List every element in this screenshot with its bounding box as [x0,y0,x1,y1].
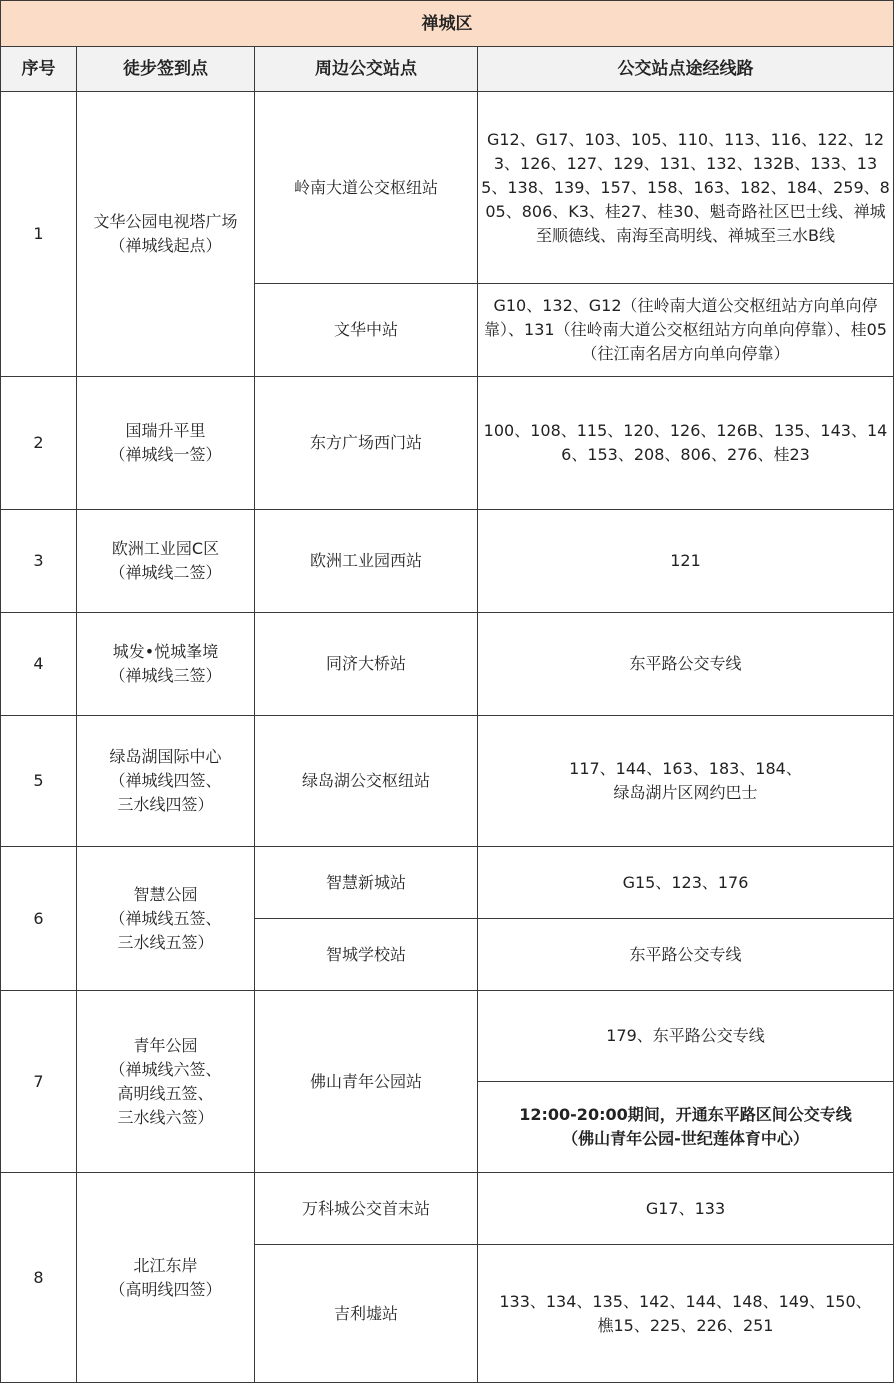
bus-service-note [478,1082,894,1173]
bus-lines: G12、G17、103、105、110、113、116、122、123、126、127、129、131、132、132B、133、135、138、139、157、158、163、182、184、259、805、806、K3、桂27、桂30、魁奇路社区巴士线、禅城至顺德线、南海至高明线、禅城至三水B线 [478,92,894,284]
checkin-point [77,377,255,510]
table-row [1,92,894,284]
checkin-point-note: （禅城线二签） [109,563,222,582]
row-number: 4 [1,613,77,716]
bus-stop-name: 佛山青年公园站 [255,991,478,1173]
bus-lines: 东平路公交专线 [478,613,894,716]
row-number: 7 [1,991,77,1173]
checkin-point-note: 高明线五签、 [117,1083,214,1103]
header-checkin-point: 徒步签到点 [77,47,255,92]
table-title: 禅城区 [1,1,894,47]
bus-lines: 179、东平路公交专线 [478,991,894,1082]
bus-stop-name: 岭南大道公交枢纽站 [255,92,478,284]
bus-lines-text: 133、134、135、142、144、148、149、150、 [499,1291,872,1311]
checkin-point-note: （禅城线四签、 [109,771,222,790]
bus-stop-name: 万科城公交首末站 [255,1173,478,1245]
checkin-point-name: 青年公园 [133,1035,198,1055]
bus-lines [478,716,894,847]
bus-lines: G17、133 [478,1173,894,1245]
checkin-point [77,991,255,1173]
bus-lines: G15、123、176 [478,847,894,919]
row-number: 6 [1,847,77,991]
checkin-point [77,1173,255,1383]
checkin-point [77,613,255,716]
row-number: 2 [1,377,77,510]
checkin-point-note: （禅城线五签、 [109,908,222,928]
row-number: 8 [1,1173,77,1383]
checkin-point-note: （高明线四签） [109,1279,222,1299]
checkin-point-note: 三水线四签） [117,795,214,814]
bus-lines: G10、132、G12（往岭南大道公交枢纽站方向单向停靠）、131（往岭南大道公交枢纽站方向单向停靠）、桂05（往江南名居方向单向停靠） [478,284,894,377]
table-row [1,847,894,919]
checkin-point [77,847,255,991]
checkin-point-note: （禅城线一签） [109,445,222,464]
checkin-point-name: 北江东岸 [133,1255,198,1275]
checkin-point-note: （禅城线六签、 [109,1059,222,1079]
table-row [1,377,894,510]
checkin-point-name: 欧洲工业园C区 [111,539,220,558]
table-row [1,716,894,847]
bus-lines: 100、108、115、120、126、126B、135、143、146、153、208、806、276、桂23 [478,377,894,510]
row-number: 1 [1,92,77,377]
checkin-point-name: 智慧公园 [133,884,198,904]
checkin-point-name: 绿岛湖国际中心 [109,747,222,766]
checkin-point-name: 文华公园电视塔广场 [93,212,238,231]
bus-lines: 东平路公交专线 [478,919,894,991]
bus-stop-name: 同济大桥站 [255,613,478,716]
bus-service-note-route: （佛山青年公园-世纪莲体育中心） [562,1129,809,1148]
table-row [1,991,894,1082]
header-no: 序号 [1,47,77,92]
header-bus-lines: 公交站点途经线路 [478,47,894,92]
header-bus-stop: 周边公交站点 [255,47,478,92]
checkin-point-note: 三水线五签） [117,932,214,952]
checkin-point [77,510,255,613]
bus-stop-name: 吉利墟站 [255,1245,478,1383]
bus-lines-text: 樵15、225、226、251 [597,1315,774,1335]
row-number: 3 [1,510,77,613]
bus-stop-name: 欧洲工业园西站 [255,510,478,613]
checkin-point-name: 国瑞升平里 [125,421,206,440]
bus-stop-name: 文华中站 [255,284,478,377]
checkin-point-note: 三水线六签） [117,1107,214,1127]
table-row [1,1173,894,1245]
bus-stop-name: 智城学校站 [255,919,478,991]
checkin-point [77,716,255,847]
table-row [1,613,894,716]
checkin-point-note: （禅城线起点） [109,236,222,255]
checkin-point-note: （禅城线三签） [109,666,222,685]
row-number: 5 [1,716,77,847]
bus-lines-text: 117、144、163、183、184、 [569,759,802,778]
bus-lines-text: 绿岛湖片区网约巴士 [613,783,758,802]
bus-lines [478,1245,894,1383]
bus-stop-name: 东方广场西门站 [255,377,478,510]
checkin-point [77,92,255,377]
bus-lines: 121 [478,510,894,613]
checkin-point-name: 城发•悦城峯境 [112,642,219,661]
bus-stop-name: 绿岛湖公交枢纽站 [255,716,478,847]
table-row [1,510,894,613]
bus-service-note-time: 12:00-20:00期间，开通东平路区间公交专线 [519,1105,852,1124]
bus-stop-name: 智慧新城站 [255,847,478,919]
